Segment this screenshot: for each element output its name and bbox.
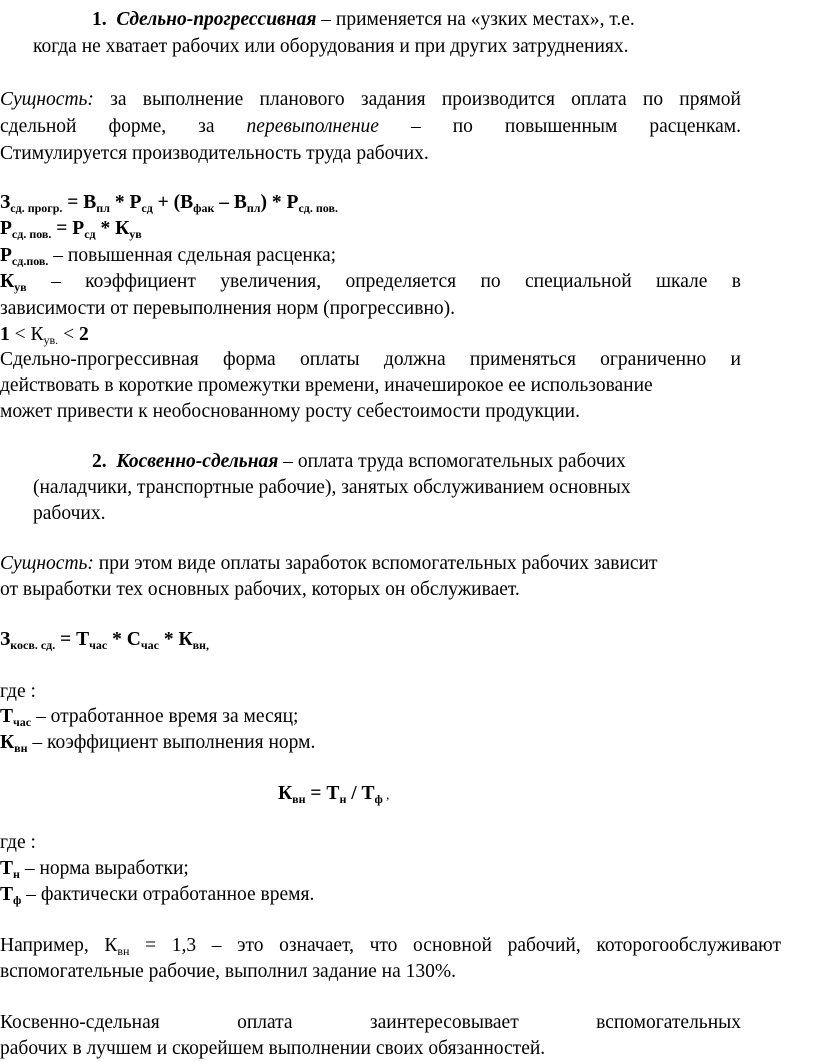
section1-essence-line2 xyxy=(0,113,741,140)
section1-essence-text-2c: – по повышенным расценкам. xyxy=(378,116,741,137)
definition-increase-coefficient-2: зависимости от перевыполнения норм (прогрессивно). xyxy=(0,298,455,319)
example-line-1: Например, $К_{вн} = 1,3$ – это означает, что основной рабочий, которогообслуживают xyxy=(0,935,781,958)
definition-increase-coefficient: $К_{ув}$ – коэффициент увеличения, определяется по специальной шкале в xyxy=(0,271,741,294)
coefficient-range: $1 < К_{ув.} < 2$ xyxy=(0,324,89,347)
section2-number: 2. xyxy=(92,451,107,472)
definition-norm-output: $Т_н$ – норма выработки; xyxy=(0,858,189,881)
section1-number: 1. xyxy=(92,9,107,30)
section2-intro-1: – оплата труда вспомогательных рабочих xyxy=(278,451,626,472)
section1-note-1: Сдельно-прогрессивная форма оплаты должна применяться ограниченно и xyxy=(0,349,741,370)
where-label-1: где : xyxy=(0,681,36,702)
final-line-1: Косвенно-сдельная оплата заинтересовывает вспомогательных xyxy=(0,1012,741,1033)
section1-essence-line1 xyxy=(0,86,741,113)
formula-indirect-wage: $З_{косв. сд.} = Т_{час} * С_{час} * К_{вн,}$ xyxy=(0,629,209,652)
section2-title: Косвенно-сдельная xyxy=(116,451,279,472)
section1-essence-label: Сущность: xyxy=(0,89,94,110)
section1-intro-2: когда не хватает рабочих или оборудования и при других затруднениях. xyxy=(33,36,629,57)
section1-essence-text-2a: сдельной форме, за xyxy=(0,116,247,137)
formula-norm-coefficient: $К_{вн} = Т_н / Т_ф$ , xyxy=(278,783,390,806)
section1-heading xyxy=(92,6,635,33)
section2-essence-label: Сущность: xyxy=(0,553,94,574)
section2-essence-line2: от выработки тех основных рабочих, которых он обслуживает. xyxy=(0,579,520,600)
definition-hours: $Т_{час}$ – отработанное время за месяц; xyxy=(0,706,299,729)
definition-increased-rate: $Р_{сд.пов.}$ – повышенная сдельная расценка; xyxy=(0,245,337,268)
definition-actual-time: $Т_ф$ – фактически отработанное время. xyxy=(0,884,315,907)
section2-heading xyxy=(92,448,626,475)
section2-intro-2: (наладчики, транспортные рабочие), занятых обслуживанием основных xyxy=(33,477,631,498)
example-line-2: вспомогательные рабочие, выполнил задание на 130%. xyxy=(0,961,457,982)
where-label-2: где : xyxy=(0,832,36,853)
section1-essence-line3: Стимулируется производительность труда рабочих. xyxy=(0,143,429,164)
section1-essence-emphasis: перевыполнение xyxy=(246,116,379,137)
section1-essence-text-1: за выполнение планового задания производится оплата по прямой xyxy=(93,89,741,110)
formula-increased-rate: $Р_{сд. пов.} = Р_{сд} * К_{ув}$ xyxy=(0,218,142,241)
section1-title: Сдельно-прогрессивная xyxy=(116,9,317,30)
section2-intro-3: рабочих. xyxy=(33,503,106,524)
section1-intro-1: – применяется на «узких местах», т.е. xyxy=(316,9,635,30)
definition-norm-coefficient: $К_{вн}$ – коэффициент выполнения норм. xyxy=(0,732,316,755)
final-line-2: рабочих в лучшем и скорейшем выполнении своих обязанностей. xyxy=(0,1038,546,1059)
section2-essence-line1: Сущность: при этом виде оплаты заработок вспомогательных рабочих зависит xyxy=(0,553,658,574)
section1-note-3: может привести к необоснованному росту себестоимости продукции. xyxy=(0,401,580,422)
formula-progressive-wage: $З_{сд. прогр.} = В_{пл} * Р_{сд} + (В_{фак} - В_{пл}) * Р_{сд. пов.}$ xyxy=(0,192,338,215)
section1-note-2: действовать в короткие промежутки времени, иначеширокое ее использование xyxy=(0,375,653,396)
